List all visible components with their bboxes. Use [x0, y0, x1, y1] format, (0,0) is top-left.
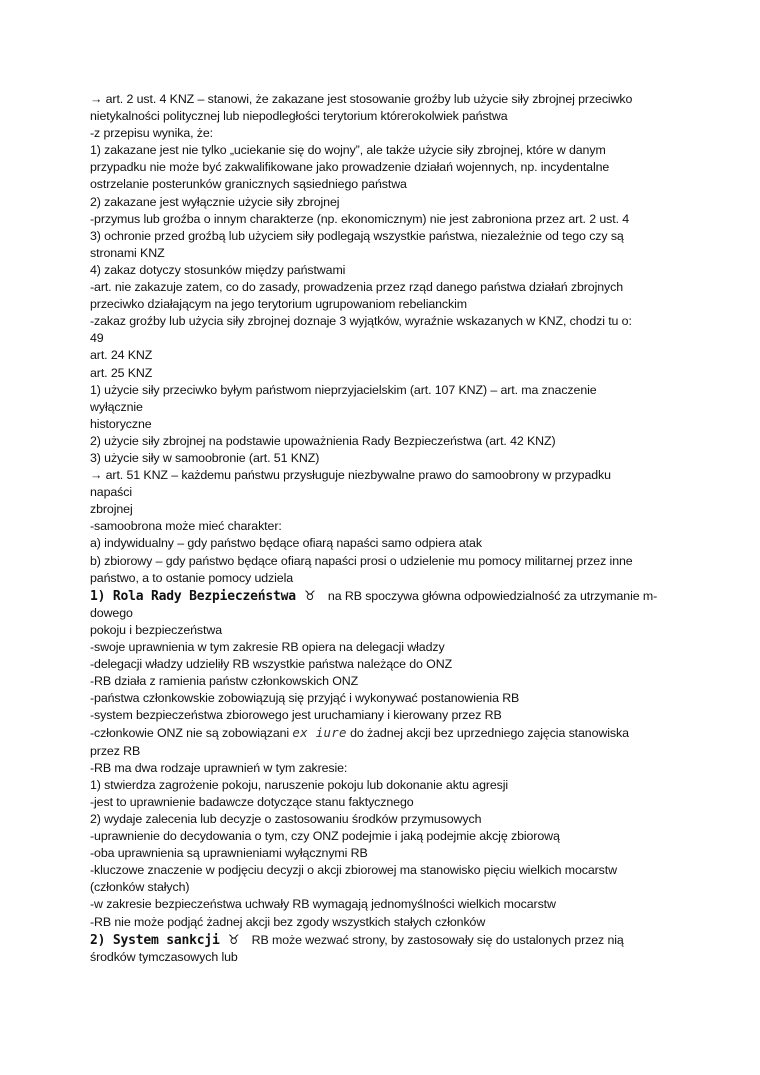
text-line: 3) ochronie przed groźbą lub użyciem siły podlegają wszystkie państwa, niezależnie od tego czy są [90, 228, 624, 243]
section-lead-text: RB może wezwać strony, by zastosowały się do ustalonych przez nią [251, 932, 624, 947]
text-line: -RB ma dwa rodzaje uprawnień w tym zakresie: [90, 760, 348, 775]
section-title: 2) System sankcji [90, 932, 220, 948]
text-line: → art. 51 KNZ – każdemu państwu przysługuje niezbywalne prawo do samoobrony w przypadku [90, 468, 611, 483]
text-line: zbrojnej [90, 502, 133, 517]
document-page [90, 91, 680, 966]
text-line: art. 25 KNZ [90, 365, 153, 380]
text-line: historyczne [90, 416, 152, 431]
text-line: -system bezpieczeństwa zbiorowego jest uruchamiany i kierowany przez RB [90, 708, 502, 723]
text-line: 1) stwierdza zagrożenie pokoju, naruszenie pokoju lub dokonanie aktu agresji [90, 777, 509, 792]
text-line: → art. 2 ust. 4 KNZ – stanowi, że zakazane jest stosowanie groźby lub użycie siły zbrojnej przeciwko [90, 92, 633, 106]
text-line: 2) wydaje zalecenia lub decyzje o zastosowaniu środków przymusowych [90, 811, 482, 826]
text-line: pokoju i bezpieczeństwa [90, 622, 223, 637]
section-body-2 [90, 949, 680, 966]
text-line: -RB działa z ramienia państw członkowskich ONZ [90, 674, 359, 689]
section-lead-text: na RB spoczywa główna odpowiedzialność za utrzymanie m- [327, 588, 658, 603]
text-line: -w zakresie bezpieczeństwa uchwały RB wymagają jednomyślności wielkich mocarstw [90, 897, 556, 912]
text-fragment: do żadnej akcji bez uprzedniego zajęcia stanowiska [350, 726, 629, 741]
text-line: przypadku nie może być zakwalifikowane jako prowadzenie działań wojennych, np. incydentalne [90, 160, 610, 175]
text-fragment: -członkowie ONZ nie są zobowiązani [90, 726, 290, 741]
text-line-latin [90, 724, 680, 742]
taurus-icon: ♉ [304, 588, 316, 604]
text-line: wyłącznie [90, 399, 143, 414]
text-line: -państwa członkowskie zobowiązują się przyjąć i wykonywać postanowienia RB [90, 691, 520, 706]
text-line: przeciwko działającym na jego terytorium ugrupowaniom rebelianckim [90, 297, 467, 312]
taurus-icon: ♉ [227, 932, 240, 948]
text-line: 1) użycie siły przeciwko byłym państwom nieprzyjacielskim (art. 107 KNZ) – art. ma znaczenie [90, 382, 597, 397]
text-line: -art. nie zakazuje zatem, co do zasady, prowadzenia przez rząd danego państwa działań zbrojnych [90, 280, 624, 295]
text-line: -z przepisu wynika, że: [90, 126, 214, 141]
text-line: a) indywidualny – gdy państwo będące ofiarą napaści samo odpiera atak [90, 536, 482, 551]
text-line: -przymus lub groźba o innym charakterze (np. ekonomicznym) nie jest zabroniona przez art. 2 ust. 4 [90, 211, 630, 226]
text-line: -kluczowe znaczenie w podjęciu decyzji o akcji zbiorowej ma stanowisko pięciu wielkich mocarstw [90, 863, 617, 878]
text-line: 2) zakazane jest wyłącznie użycie siły zbrojnej [90, 194, 340, 209]
text-line: -oba uprawnienia są uprawnieniami wyłącznymi RB [90, 846, 368, 861]
text-line: -swoje uprawnienia w tym zakresie RB opiera na delegacji władzy [90, 640, 445, 654]
text-line: -uprawnienie do decydowania o tym, czy ONZ podejmie i jaką podejmie akcję zbiorową [90, 829, 560, 844]
latin-phrase: ex iure [292, 725, 347, 741]
text-line: 3) użycie siły w samoobronie (art. 51 KNZ) [90, 450, 320, 465]
section-intro [90, 91, 680, 587]
text-line: stronami KNZ [90, 245, 165, 260]
section-body-1 [90, 605, 680, 931]
text-line: -zakaz groźby lub użycia siły zbrojnej doznaje 3 wyjątków, wyraźnie wskazanych w KNZ, chodzi tu o: [90, 314, 632, 329]
text-line: nietykalności politycznej lub niepodległości terytorium którегokolwiek państwa [90, 109, 508, 124]
text-line: -samoobrona może mieć charakter: [90, 519, 282, 534]
text-line: 2) użycie siły zbrojnej na podstawie upoważnienia Rady Bezpieczeństwa (art. 42 KNZ) [90, 433, 556, 448]
section-title: 1) Rola Rady Bezpieczeństwa [90, 588, 296, 604]
text-line: ostrzelanie posterunków granicznych sąsiedniego państwa [90, 177, 407, 192]
text-line: przez RB [90, 743, 141, 758]
text-line: 4) zakaz dotyczy stosunków między państwami [90, 262, 346, 277]
text-line: 49 [90, 331, 104, 346]
text-line: środków tymczasowych lub [90, 949, 238, 964]
text-line: 1) zakazane jest nie tylko „uciekanie się do wojny”, ale także użycie siły zbrojnej, które w danym [90, 143, 606, 158]
text-line: napaści [90, 485, 133, 500]
text-line: państwo, a to ostanie pomocy udziela [90, 570, 294, 585]
text-line: (członków stałych) [90, 880, 190, 895]
text-line: b) zbiorowy – gdy państwo będące ofiarą napaści prosi o udzielenie mu pomocy militarnej przez inne [90, 553, 633, 568]
text-line: -RB nie może podjąć żadnej akcji bez zgody wszystkich stałych członków [90, 914, 486, 929]
section-heading-1 [90, 588, 680, 605]
section-heading-2 [90, 932, 680, 949]
text-line: -jest to uprawnienie badawcze dotyczące stanu faktycznego [90, 794, 414, 809]
text-line: art. 24 KNZ [90, 348, 153, 363]
text-line: -delegacji władzy udzieliły RB wszystkie państwa należące do ONZ [90, 657, 453, 672]
text-line: dowego [90, 605, 133, 620]
